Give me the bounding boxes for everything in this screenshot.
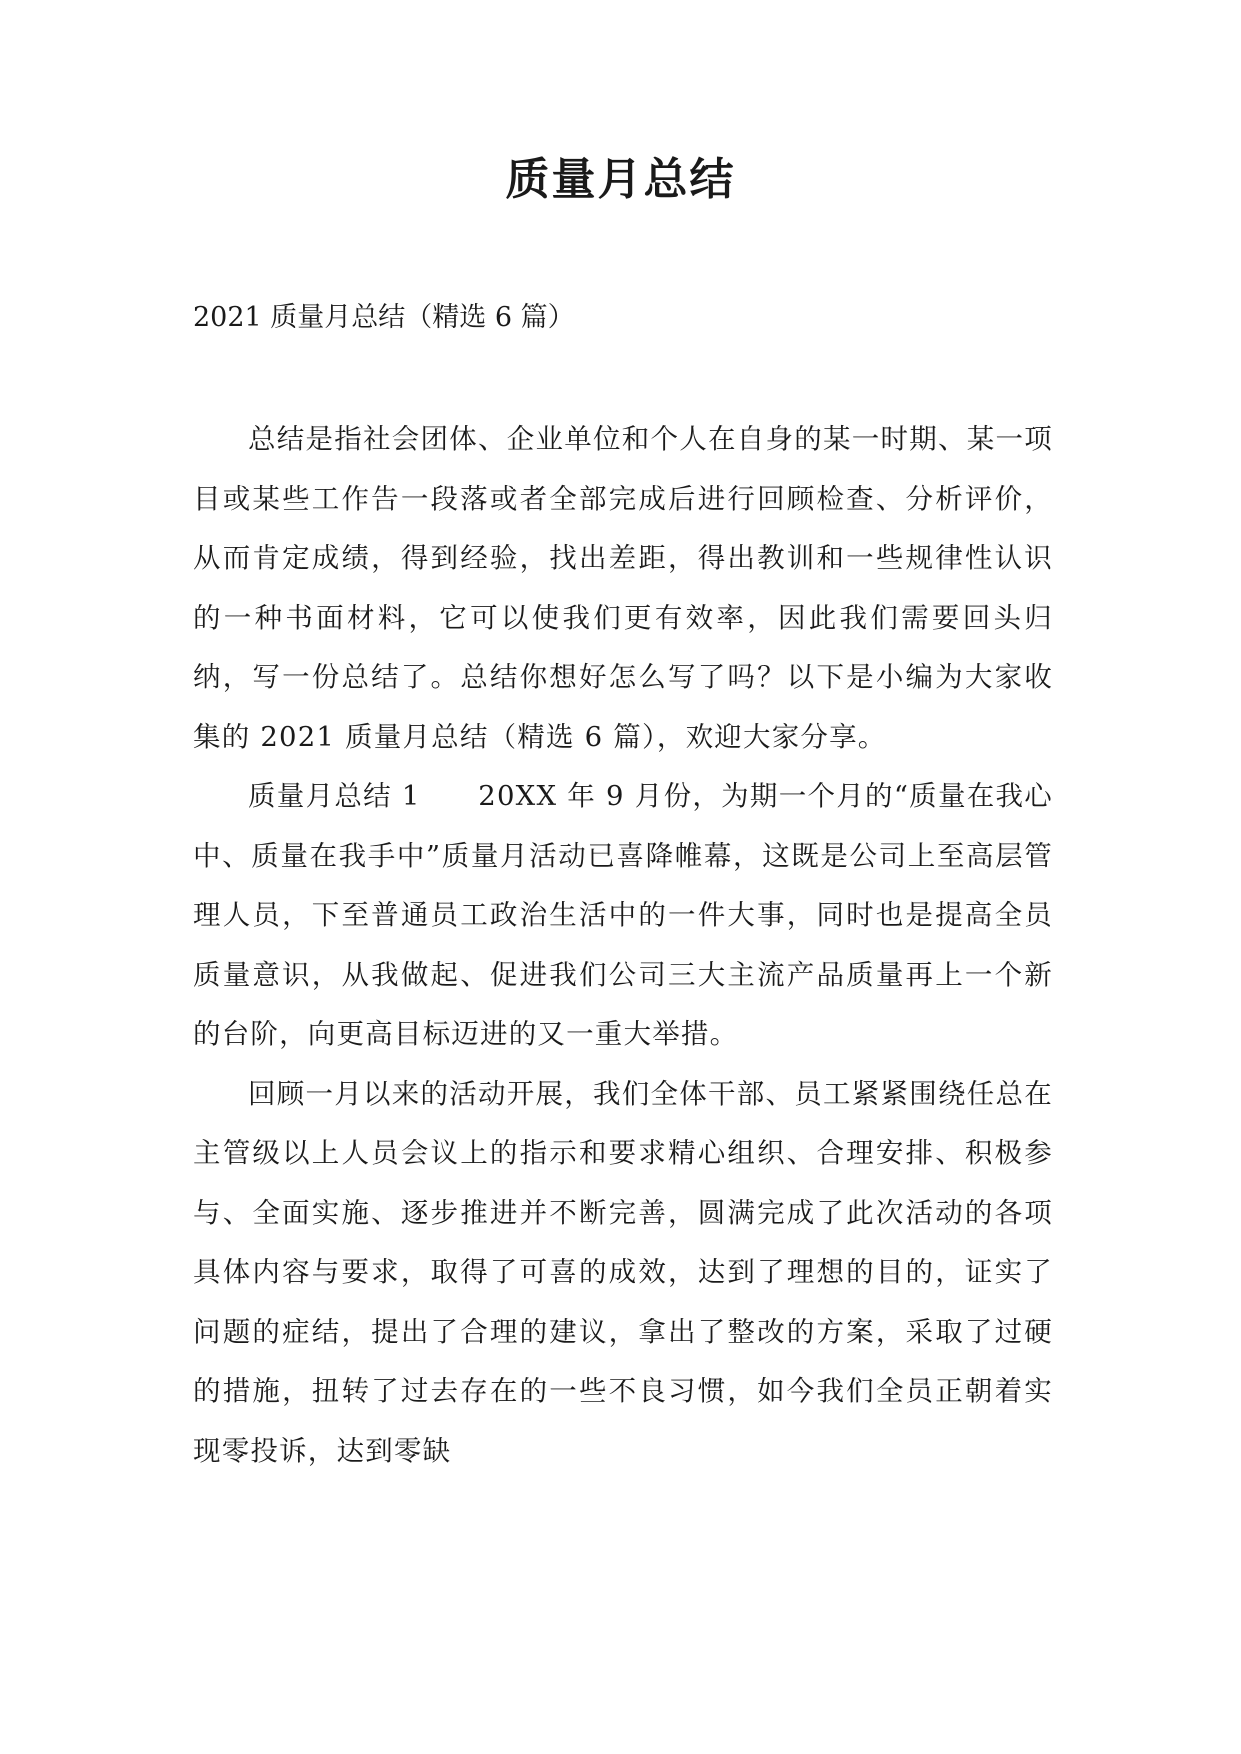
document-body — [193, 410, 1053, 1481]
section-1-paragraph: 质量月总结 1 20XX 年 9 月份，为期一个月的“质量在我心中、质量在我手中”质量月活动已喜降帷幕，这既是公司上至高层管理人员，下至普通员工政治生活中的一件大事，同时也是提高全员质量意识，从我做起、促进我们公司三大主流产品质量再上一个新的台阶，向更高目标迈进的又一重大举措。 — [193, 780, 1053, 1050]
review-paragraph: 回顾一月以来的活动开展，我们全体干部、员工紧紧围绕任总在主管级以上人员会议上的指示和要求精心组织、合理安排、积极参与、全面实施、逐步推进并不断完善，圆满完成了此次活动的各项具体内容与要求，取得了可喜的成效，达到了理想的目的，证实了问题的症结，提出了合理的建议，拿出了整改的方案，采取了过硬的措施，扭转了过去存在的一些不良习惯，如今我们全员正朝着实现零投诉，达到零缺 — [193, 1077, 1053, 1467]
document-subtitle: 2021 质量月总结（精选 6 篇） — [193, 302, 575, 333]
intro-paragraph: 总结是指社会团体、企业单位和个人在自身的某一时期、某一项目或某些工作告一段落或者全部完成后进行回顾检查、分析评价，从而肯定成绩，得到经验，找出差距，得出教训和一些规律性认识的一种书面材料，它可以使我们更有效率，因此我们需要回头归纳，写一份总结了。总结你想好怎么写了吗？以下是小编为大家收集的 2021 质量月总结（精选 6 篇），欢迎大家分享。 — [193, 423, 1053, 753]
document-title: 质量月总结 — [505, 154, 736, 205]
